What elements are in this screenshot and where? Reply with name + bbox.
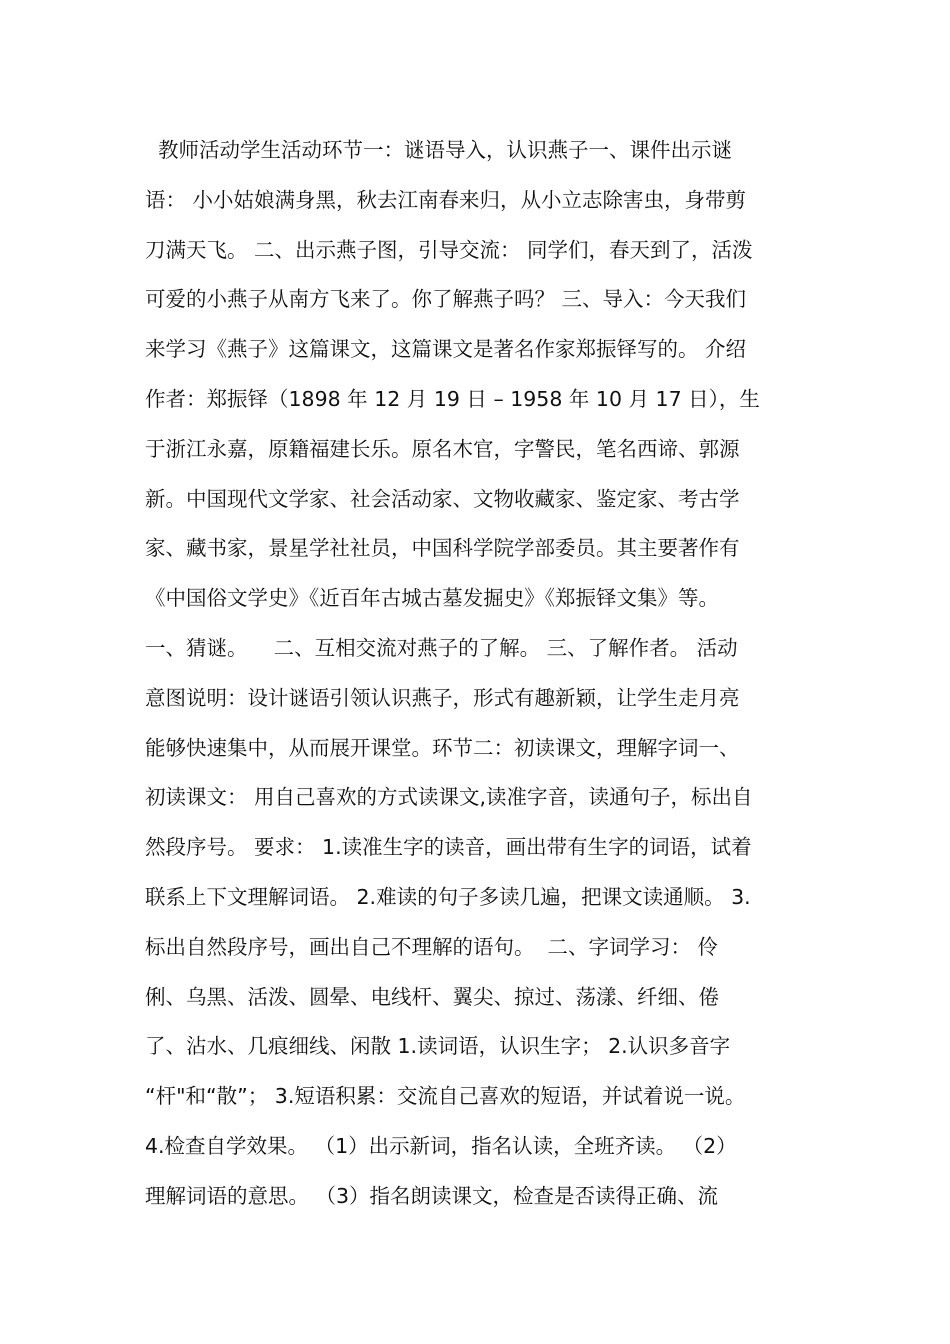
text-line-20: “杆"和“散”； 3.短语积累：交流自己喜欢的短语，并试着说一说。	[145, 1084, 746, 1109]
text-line-12: 意图说明：设计谜语引领认识燕子，形式有趣新颖，让学生走月亮	[145, 685, 740, 710]
text-line-5: 来学习《燕子》这篇课文，这篇课文是著名作家郑振铎写的。 介绍	[145, 337, 747, 362]
text-line-6: 作者：郑振铎（1898 年 12 月 19 日 – 1958 年 10 月 17 日），生	[145, 386, 760, 411]
text-line-1: 教师活动学生活动环节一：谜语导入，认识燕子一、课件出示谜	[145, 138, 733, 162]
text-line-3: 刀满天飞。 二、出示燕子图，引导交流： 同学们，春天到了，活泼	[145, 237, 753, 262]
text-line-14: 初读课文： 用自己喜欢的方式读课文,读准字音，读通句子，标出自	[145, 785, 753, 810]
text-line-22: 理解词语的意思。 （3）指名朗读课文，检查是否读得正确、流	[145, 1183, 719, 1208]
document-body	[145, 126, 810, 1222]
text-line-8: 新。中国现代文学家、社会活动家、文物收藏家、鉴定家、考古学	[145, 486, 740, 511]
text-line-13: 能够快速集中，从而展开课堂。环节二：初读课文，理解字词一、	[145, 735, 740, 760]
text-line-11: 一、猜谜。 二、互相交流对燕子的了解。 三、了解作者。 活动	[145, 635, 738, 660]
text-line-9: 家、藏书家，景星学社社员，中国科学院学部委员。其主要著作有	[145, 536, 740, 561]
text-line-19: 了、沾水、几痕细线、闲散 1.读词语，认识生字； 2.认识多音字	[145, 1034, 731, 1059]
text-line-4: 可爱的小燕子从南方飞来了。你了解燕子吗？ 三、导入：今天我们	[145, 287, 747, 312]
text-line-10: 《中国俗文学史》《近百年古城古墓发掘史》《郑振铎文集》等。	[145, 586, 719, 611]
text-line-7: 于浙江永嘉，原籍福建长乐。原名木官，字警民，笔名西谛、郭源	[145, 436, 740, 461]
text-line-17: 标出自然段序号，画出自己不理解的语句。 二、字词学习： 伶	[145, 934, 719, 959]
text-line-16: 联系上下文理解词语。 2.难读的句子多读几遍，把课文读通顺。 3.	[145, 884, 751, 909]
text-line-2: 语： 小小姑娘满身黑，秋去江南春来归，从小立志除害虫，身带剪	[145, 187, 747, 212]
text-line-18: 俐、乌黑、活泼、圆晕、电线杆、翼尖、掠过、荡漾、纤细、倦	[145, 984, 719, 1009]
text-line-15: 然段序号。 要求： 1.读准生字的读音，画出带有生字的词语，试着	[145, 835, 752, 860]
text-line-21: 4.检查自学效果。 （1）出示新词，指名认读，全班齐读。 （2）	[145, 1133, 737, 1158]
